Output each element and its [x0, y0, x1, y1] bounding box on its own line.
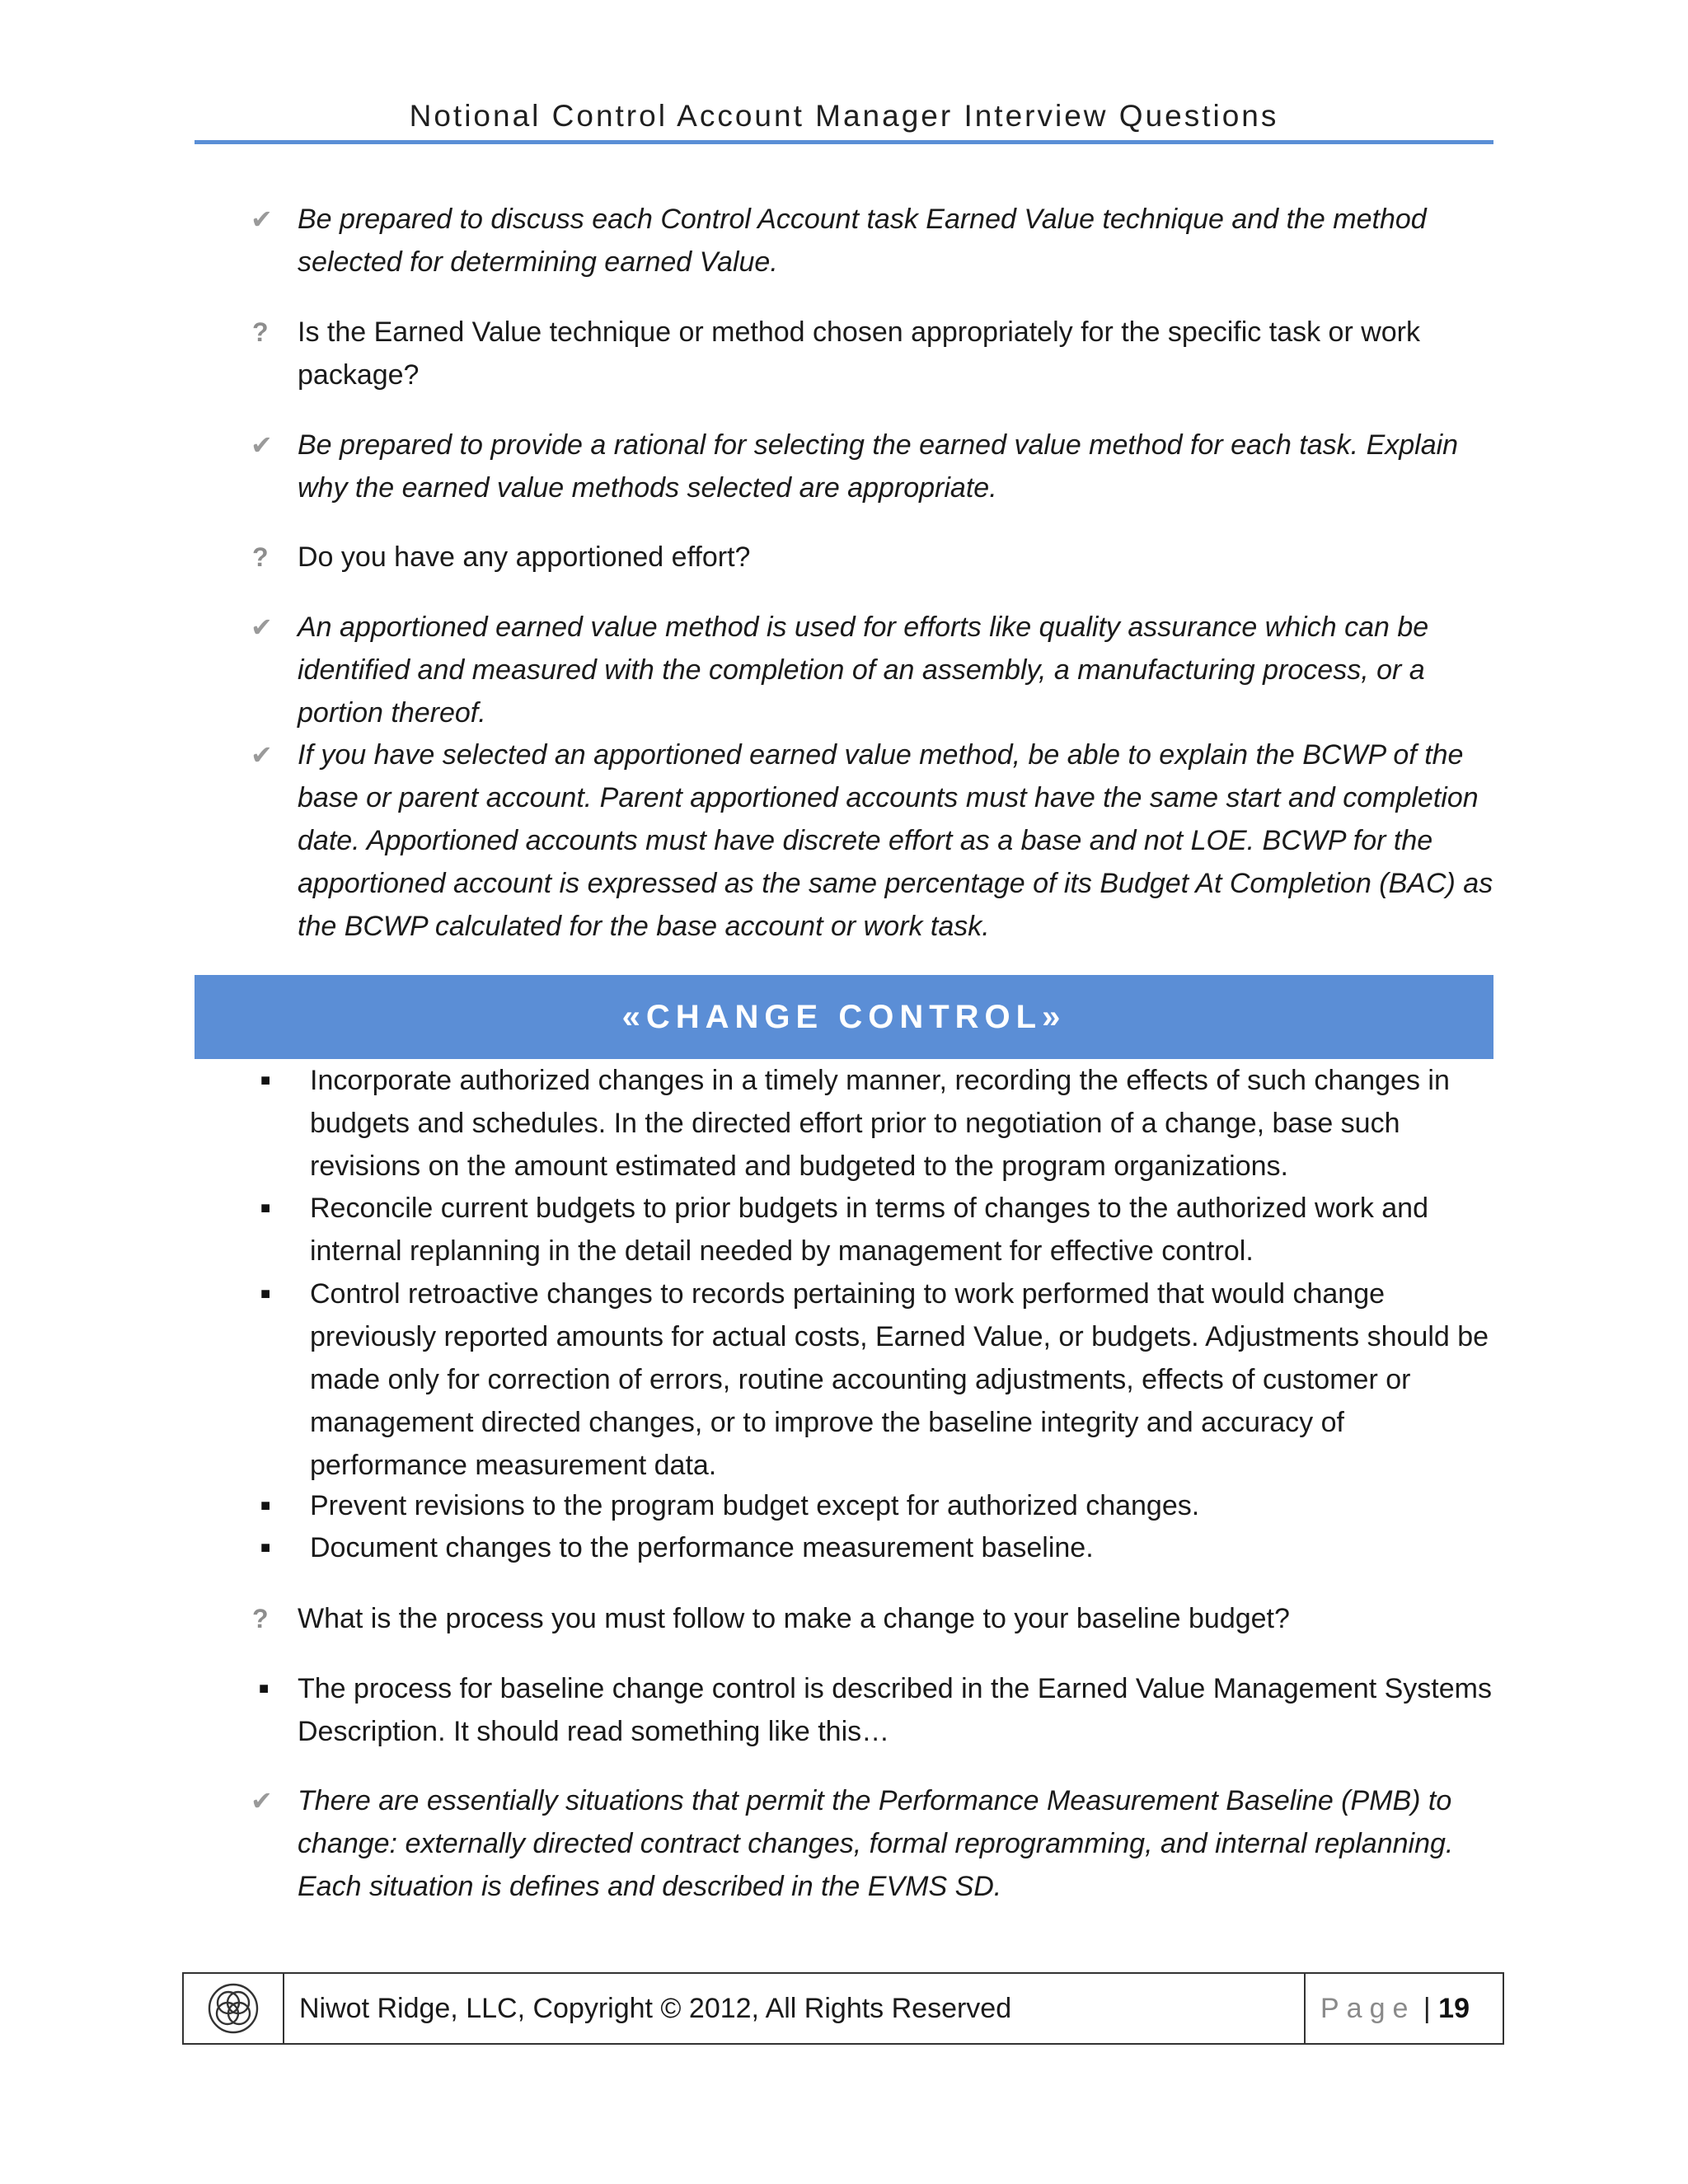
- interlocking-rings-logo-icon: [207, 1982, 260, 2035]
- section-heading-change-control: «CHANGE CONTROL»: [195, 975, 1493, 1059]
- question-icon: ?: [252, 1604, 269, 1633]
- bullet-text: Document changes to the performance measurement baseline.: [310, 1532, 1094, 1563]
- answer-text: Be prepared to discuss each Control Account task Earned Value technique and the method selected for determining earned Value.: [298, 204, 1427, 278]
- square-bullet-icon: ■: [260, 1539, 271, 1557]
- check-icon: ✔: [251, 740, 273, 770]
- answer-text: Be prepared to provide a rational for selecting the earned value method for each task. Explain why the earned value methods selected are appropriate.: [298, 429, 1459, 504]
- footer-logo-cell: [184, 1974, 284, 2043]
- check-icon: ✔: [251, 1786, 273, 1816]
- check-icon: ✔: [251, 204, 273, 234]
- page-header-title: Notional Control Account Manager Interview Questions: [409, 99, 1279, 133]
- check-icon: ✔: [251, 612, 273, 642]
- bullet-text: Prevent revisions to the program budget except for authorized changes.: [310, 1490, 1200, 1521]
- question-text: What is the process you must follow to make a change to your baseline budget?: [298, 1603, 1290, 1634]
- page-label: Page: [1320, 1993, 1416, 2024]
- question-text: Is the Earned Value technique or method chosen appropriately for the specific task or work package?: [298, 316, 1421, 391]
- answer-text: If you have selected an apportioned earned value method, be able to explain the BCWP of the base or parent account. Parent apportioned accounts must have the same start and completion date. Apportioned accounts must have discrete effort as a base and not LOE. BCWP for the apportioned account is expressed as the same percentage of its Budget At Completion (BAC) as the BCWP calculated for the base account or work task.: [298, 739, 1493, 942]
- answer-text: An apportioned earned value method is used for efforts like quality assurance which can be identified and measured with the completion of an assembly, a manufacturing process, or a portion thereof.: [298, 612, 1429, 729]
- check-icon: ✔: [251, 430, 273, 460]
- bullet-text: Control retroactive changes to records pertaining to work performed that would change previously reported amounts for actual costs, Earned Value, or budgets. Adjustments should be made only for correction of errors, routine accounting adjustments, effects of customer or management directed changes, or to improve the baseline integrity and accuracy of performance measurement data.: [310, 1278, 1489, 1481]
- footer-page-indicator: [1304, 1974, 1503, 2043]
- footer-copyright: Niwot Ridge, LLC, Copyright © 2012, All Rights Reserved: [299, 1993, 1012, 2024]
- page-footer: [182, 1972, 1504, 2045]
- bullet-text: Reconcile current budgets to prior budgets in terms of changes to the authorized work and internal replanning in the detail needed by management for effective control.: [310, 1193, 1428, 1267]
- bullet-text: Incorporate authorized changes in a timely manner, recording the effects of such changes in budgets and schedules. In the directed effort prior to negotiation of a change, base such revisions on the amount estimated and budgeted to the program organizations.: [310, 1065, 1450, 1182]
- question-icon: ?: [252, 317, 269, 347]
- page-separator: |: [1423, 1993, 1431, 2024]
- bullet-text: The process for baseline change control is described in the Earned Value Management Systems Description. It should read something like this…: [298, 1673, 1492, 1747]
- square-bullet-icon: ■: [259, 1680, 270, 1698]
- answer-text: There are essentially situations that permit the Performance Measurement Baseline (PMB) to change: externally directed contract changes, formal reprogramming, and internal replanning. Each situation is defines and described in the EVMS SD.: [298, 1785, 1454, 1902]
- square-bullet-icon: ■: [260, 1071, 271, 1090]
- square-bullet-icon: ■: [260, 1285, 271, 1303]
- question-text: Do you have any apportioned effort?: [298, 541, 751, 573]
- question-icon: ?: [252, 542, 269, 572]
- page-number: 19: [1438, 1993, 1470, 2024]
- square-bullet-icon: ■: [260, 1497, 271, 1515]
- header-rule: [195, 140, 1493, 144]
- square-bullet-icon: ■: [260, 1199, 271, 1217]
